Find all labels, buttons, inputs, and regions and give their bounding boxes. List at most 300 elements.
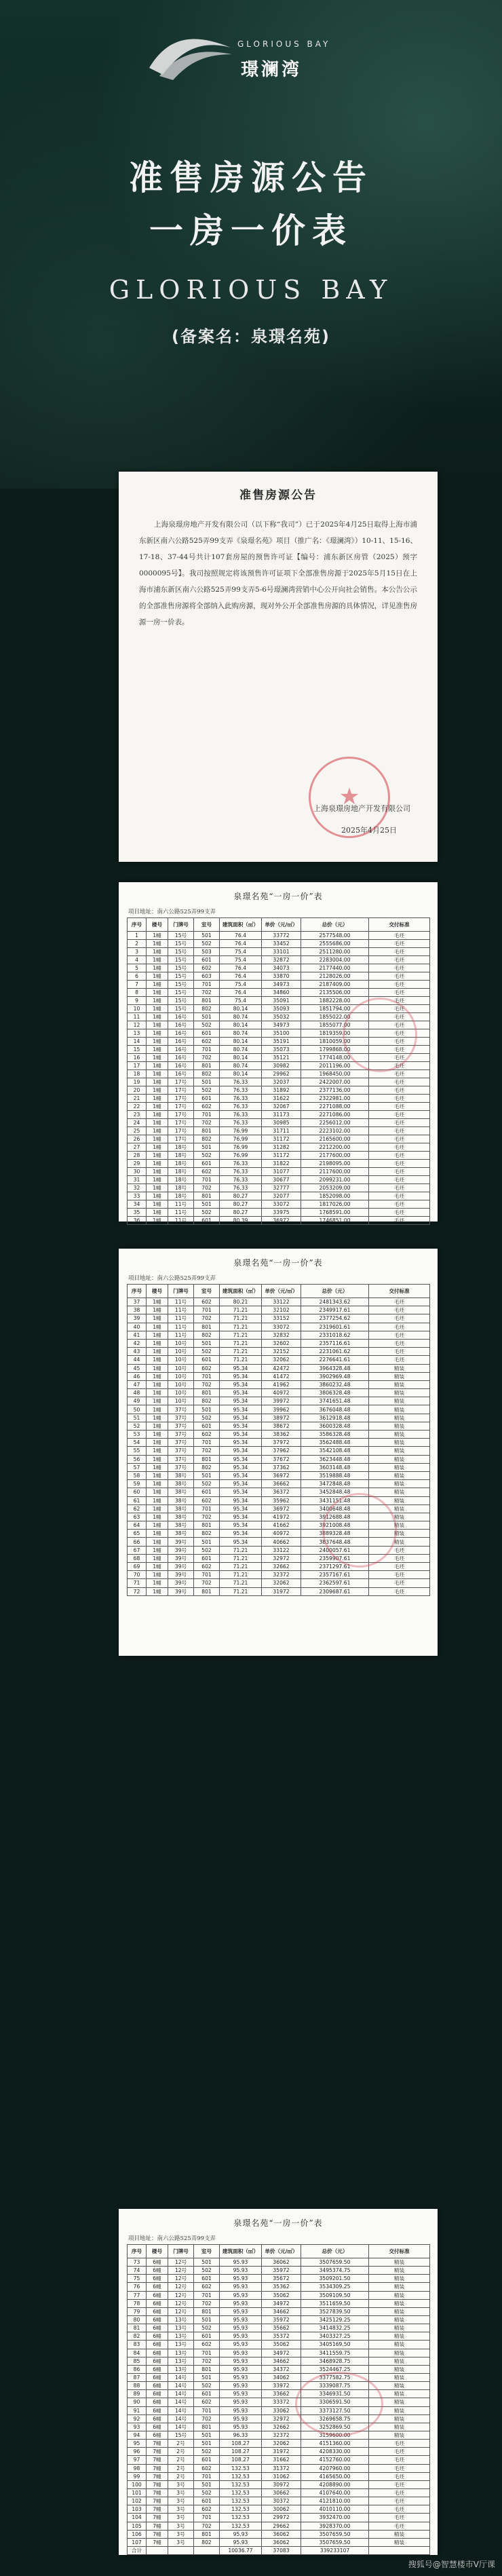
table-cell: 79 — [128, 2307, 147, 2315]
table-cell: 6幢 — [147, 2307, 168, 2315]
table-cell: 32372 — [262, 2431, 301, 2439]
table-cell: 55 — [128, 1447, 147, 1455]
table-row — [128, 1496, 430, 1504]
table-cell: 80.74 — [220, 1013, 262, 1021]
table-cell: 78 — [128, 2299, 147, 2307]
table-cell: 95.34 — [220, 1397, 262, 1405]
table-cell: 1幢 — [147, 1200, 168, 1209]
table-cell: 33870 — [262, 972, 301, 981]
table-cell: 17号 — [168, 1086, 194, 1095]
table-cell: 毛坯 — [369, 1160, 430, 1168]
column-header: 单价（元/㎡） — [262, 2245, 301, 2258]
table-cell: 1幢 — [147, 1530, 168, 1538]
table-cell: 45 — [128, 1364, 147, 1372]
table-row — [128, 2472, 430, 2480]
table-cell: 39962 — [262, 1405, 301, 1414]
table-cell: 95.34 — [220, 1389, 262, 1397]
table-cell: 14号 — [168, 2390, 194, 2398]
table-cell: 3511659.50 — [301, 2299, 369, 2307]
table-cell: 2322981.00 — [301, 1095, 369, 1103]
table-cell: 4152760.00 — [301, 2456, 369, 2464]
column-header: 楼号 — [147, 918, 168, 932]
column-header: 总价（元） — [301, 1285, 369, 1298]
table-cell: 2349917.61 — [301, 1306, 369, 1314]
table-cell: 35191 — [262, 1038, 301, 1046]
table-cell: 6幢 — [147, 2357, 168, 2365]
table-cell: 80.74 — [220, 1046, 262, 1054]
table-cell: 1774148.00 — [301, 1054, 369, 1062]
table-cell: 1幢 — [147, 1314, 168, 1323]
table-cell: 1幢 — [147, 1447, 168, 1455]
table-cell: 502 — [194, 1546, 220, 1554]
table-row — [128, 1160, 430, 1168]
table-cell: 34662 — [262, 2307, 301, 2315]
table-row — [128, 1217, 430, 1225]
table-cell: 702 — [194, 2299, 220, 2307]
table-cell: 30982 — [262, 1062, 301, 1070]
table-cell: 7幢 — [147, 2440, 168, 2448]
table-cell: 2511280.00 — [301, 948, 369, 956]
table-cell: 1幢 — [147, 1397, 168, 1405]
table-cell: 4207960.00 — [301, 2464, 369, 2472]
table-cell: 80.21 — [220, 1298, 262, 1306]
table-cell: 501 — [194, 1013, 220, 1021]
table-cell: 18号 — [168, 1143, 194, 1152]
table-cell: 11号 — [168, 1217, 194, 1225]
table-cell: 3495374.75 — [301, 2267, 369, 2275]
table-cell: 11号 — [168, 1209, 194, 1217]
table-cell: 38号 — [168, 1471, 194, 1479]
price-table — [127, 2244, 430, 2555]
table-cell: 毛坯 — [369, 1176, 430, 1184]
table-cell: 精装 — [369, 2275, 430, 2283]
table-cell: 801 — [194, 997, 220, 1005]
table-cell: 1幢 — [147, 1471, 168, 1479]
table-cell: 1幢 — [147, 1029, 168, 1038]
table-cell: 34662 — [262, 2357, 301, 2365]
table-cell: 2271086.00 — [301, 1111, 369, 1119]
table-cell: 702 — [194, 1054, 220, 1062]
table-cell: 103 — [128, 2505, 147, 2514]
table-cell: 毛坯 — [369, 1356, 430, 1364]
table-cell: 502 — [194, 2382, 220, 2390]
table-cell: 76.33 — [220, 1176, 262, 1184]
table-cell: 81 — [128, 2324, 147, 2332]
table-row — [128, 1046, 430, 1054]
table-cell: 毛坯 — [369, 1070, 430, 1078]
table-cell: 3912688.48 — [301, 1513, 369, 1521]
table-cell: 702 — [194, 1513, 220, 1521]
table-cell: 71.21 — [220, 1306, 262, 1314]
table-cell: 37号 — [168, 1431, 194, 1439]
table-cell: 501 — [194, 2315, 220, 2324]
table-cell: 6幢 — [147, 2431, 168, 2439]
table-cell: 14号 — [168, 2423, 194, 2431]
table-row — [128, 1200, 430, 1209]
table-row — [128, 2440, 430, 2448]
table-row — [128, 1431, 430, 1439]
table-cell: 1幢 — [147, 1054, 168, 1062]
table-cell: 801 — [194, 1587, 220, 1595]
table-cell: 1幢 — [147, 1103, 168, 1111]
table-cell: 39号 — [168, 1579, 194, 1587]
table-cell: 9 — [128, 997, 147, 1005]
table-cell: 毛坯 — [369, 1554, 430, 1562]
table-cell: 76.33 — [220, 1160, 262, 1168]
price-table-page-2 — [119, 1249, 438, 1656]
table-cell: 71 — [128, 1579, 147, 1587]
table-cell: 26 — [128, 1135, 147, 1143]
table-cell: 701 — [194, 1046, 220, 1054]
table-cell: 95.34 — [220, 1447, 262, 1455]
table-cell: 1幢 — [147, 964, 168, 972]
column-header: 交付标准 — [369, 2245, 430, 2258]
table-cell: 39号 — [168, 1554, 194, 1562]
column-header: 序号 — [128, 2245, 147, 2258]
table-cell: 41662 — [262, 1521, 301, 1530]
table-cell: 31662 — [262, 2456, 301, 2464]
table-row — [128, 1078, 430, 1086]
table-cell: 76.99 — [220, 1135, 262, 1143]
table-cell: 毛坯 — [369, 997, 430, 1005]
brand-name-en: GLORIOUS BAY — [237, 39, 331, 49]
table-cell: 41972 — [262, 1513, 301, 1521]
table-cell: 1882228.00 — [301, 997, 369, 1005]
table-row — [128, 1209, 430, 1217]
table-cell: 34073 — [262, 964, 301, 972]
table-row — [128, 2423, 430, 2431]
table-cell: 25 — [128, 1127, 147, 1135]
table-cell: 43 — [128, 1348, 147, 1356]
column-header: 门牌号 — [168, 1285, 194, 1298]
table-cell: 2331018.62 — [301, 1331, 369, 1339]
total-cell — [369, 2546, 430, 2554]
total-cell — [147, 2546, 168, 2554]
table-cell: 701 — [194, 1306, 220, 1314]
table-cell: 毛坯 — [369, 1152, 430, 1160]
table-cell: 53 — [128, 1431, 147, 1439]
table-cell: 36062 — [262, 2538, 301, 2546]
table-cell: 21 — [128, 1095, 147, 1103]
table-cell: 3339087.75 — [301, 2382, 369, 2390]
table-cell: 35100 — [262, 1029, 301, 1038]
table-cell: 3612918.48 — [301, 1414, 369, 1422]
table-cell: 601 — [194, 1029, 220, 1038]
brand-name-cn: 璟澜湾 — [241, 60, 303, 80]
table-cell: 601 — [194, 956, 220, 964]
table-cell: 3534309.25 — [301, 2283, 369, 2291]
table-header-row — [128, 1285, 430, 1298]
table-cell: 75.4 — [220, 997, 262, 1005]
table-cell: 602 — [194, 1431, 220, 1439]
table-row — [128, 1176, 430, 1184]
table-cell: 33101 — [262, 948, 301, 956]
table-cell: 95.93 — [220, 2267, 262, 2275]
table-cell: 33 — [128, 1192, 147, 1200]
table-cell: 3837648.48 — [301, 1538, 369, 1546]
table-cell: 4208890.00 — [301, 2480, 369, 2488]
table-cell: 71.21 — [220, 1571, 262, 1579]
table-cell: 86 — [128, 2365, 147, 2373]
table-cell: 601 — [194, 2390, 220, 2398]
table-cell: 毛坯 — [369, 1029, 430, 1038]
table-cell: 33452 — [262, 940, 301, 948]
table-cell: 2400057.61 — [301, 1546, 369, 1554]
table-cell: 1幢 — [147, 1005, 168, 1013]
table-row — [128, 1356, 430, 1364]
table-cell: 7幢 — [147, 2488, 168, 2497]
total-cell: 339233107 — [301, 2546, 369, 2554]
table-cell: 38号 — [168, 1513, 194, 1521]
table-cell: 毛坯 — [369, 1209, 430, 1217]
table-row — [128, 1546, 430, 1554]
table-row — [128, 1038, 430, 1046]
table-cell: 108.27 — [220, 2448, 262, 2456]
table-header-row — [128, 918, 430, 932]
table-row — [128, 1504, 430, 1513]
table-cell: 36 — [128, 1217, 147, 1225]
table-cell: 18号 — [168, 1160, 194, 1168]
table-cell: 精装 — [369, 2349, 430, 2357]
table-cell: 3472848.48 — [301, 1480, 369, 1488]
table-cell: 132.53 — [220, 2505, 262, 2514]
table-cell: 51 — [128, 1414, 147, 1422]
table-cell: 1幢 — [147, 1078, 168, 1086]
table-cell: 毛坯 — [369, 1127, 430, 1135]
table-cell: 601 — [194, 1217, 220, 1225]
table-cell: 精装 — [369, 1447, 430, 1455]
table-cell: 精装 — [369, 1480, 430, 1488]
table-cell: 38号 — [168, 1521, 194, 1530]
table-cell: 4 — [128, 956, 147, 964]
table-cell: 1746851.00 — [301, 1217, 369, 1225]
column-header: 交付标准 — [369, 918, 430, 932]
table-row — [128, 2505, 430, 2514]
table-cell: 1幢 — [147, 1143, 168, 1152]
table-cell: 1幢 — [147, 1488, 168, 1496]
table-cell: 602 — [194, 2283, 220, 2291]
table-cell: 95.93 — [220, 2373, 262, 2381]
table-cell: 3527839.50 — [301, 2307, 369, 2315]
table-cell: 17号 — [168, 1095, 194, 1103]
table-cell: 18号 — [168, 1184, 194, 1192]
table-row — [128, 2382, 430, 2390]
table-cell: 精装 — [369, 1422, 430, 1430]
total-cell — [194, 2546, 220, 2554]
table-cell: 1幢 — [147, 1504, 168, 1513]
table-cell: 1幢 — [147, 1513, 168, 1521]
table-cell: 5 — [128, 964, 147, 972]
table-cell: 毛坯 — [369, 1038, 430, 1046]
project-address: 项目地址：南六公路525弄99支弄 — [128, 909, 216, 915]
table-cell: 13号 — [168, 2324, 194, 2332]
table-row — [128, 1306, 430, 1314]
table-cell: 1幢 — [147, 1521, 168, 1530]
table-cell: 75.4 — [220, 981, 262, 989]
table-row — [128, 1571, 430, 1579]
table-cell: 97 — [128, 2456, 147, 2464]
table-cell: 35362 — [262, 2283, 301, 2291]
table-heading: 泉璟名苑“一房一价”表 — [233, 2218, 323, 2228]
table-cell: 801 — [194, 1062, 220, 1070]
table-cell: 80.27 — [220, 1200, 262, 1209]
table-cell: 36972 — [262, 1217, 301, 1225]
table-cell: 35032 — [262, 1013, 301, 1021]
table-cell: 毛坯 — [369, 1119, 430, 1127]
table-cell: 3405169.50 — [301, 2341, 369, 2349]
table-cell: 16号 — [168, 1062, 194, 1070]
table-cell: 95.93 — [220, 2538, 262, 2546]
table-row — [128, 2398, 430, 2406]
table-cell: 精装 — [369, 2390, 430, 2398]
table-cell: 802 — [194, 1331, 220, 1339]
table-cell: 7幢 — [147, 2522, 168, 2530]
table-cell: 6幢 — [147, 2373, 168, 2381]
table-cell: 1幢 — [147, 1455, 168, 1463]
table-row — [128, 964, 430, 972]
notice-heading: 准售房源公告 — [239, 489, 317, 502]
table-cell: 76.33 — [220, 1086, 262, 1095]
footer-watermark: 搜狐号@智慧楼市V厅课 — [408, 2560, 495, 2569]
table-row — [128, 1331, 430, 1339]
table-cell: 16号 — [168, 1021, 194, 1029]
table-cell: 毛坯 — [369, 972, 430, 981]
table-cell: 29662 — [262, 2522, 301, 2530]
table-cell: 34860 — [262, 989, 301, 997]
table-cell: 501 — [194, 1405, 220, 1414]
table-cell: 17号 — [168, 1103, 194, 1111]
table-cell: 702 — [194, 2414, 220, 2423]
table-cell: 702 — [194, 2522, 220, 2530]
table-cell: 毛坯 — [369, 2505, 430, 2514]
table-cell: 1852098.00 — [301, 1192, 369, 1200]
table-cell: 毛坯 — [369, 2456, 430, 2464]
table-cell: 19 — [128, 1078, 147, 1086]
table-cell: 1幢 — [147, 1209, 168, 1217]
table-cell: 13号 — [168, 2357, 194, 2365]
table-cell: 精装 — [369, 2538, 430, 2546]
table-cell: 82 — [128, 2332, 147, 2341]
table-row — [128, 1103, 430, 1111]
table-cell: 61 — [128, 1496, 147, 1504]
table-cell: 34973 — [262, 981, 301, 989]
table-cell: 毛坯 — [369, 1192, 430, 1200]
table-cell: 1幢 — [147, 932, 168, 940]
table-cell: 34372 — [262, 2365, 301, 2373]
table-cell: 16号 — [168, 1029, 194, 1038]
wave-logo-icon — [142, 27, 237, 88]
table-cell: 13号 — [168, 2341, 194, 2349]
table-row — [128, 2488, 430, 2497]
table-cell: 6幢 — [147, 2324, 168, 2332]
table-cell: 95.93 — [220, 2283, 262, 2291]
table-cell: 95.93 — [220, 2324, 262, 2332]
table-row — [128, 1538, 430, 1546]
table-cell: 27 — [128, 1143, 147, 1152]
table-cell: 72 — [128, 1587, 147, 1595]
table-cell: 精装 — [369, 1389, 430, 1397]
table-cell: 3964328.48 — [301, 1364, 369, 1372]
table-cell: 6幢 — [147, 2299, 168, 2307]
table-cell: 702 — [194, 1579, 220, 1587]
table-cell: 18号 — [168, 1192, 194, 1200]
table-cell: 95.93 — [220, 2307, 262, 2315]
table-cell: 18 — [128, 1070, 147, 1078]
table-cell: 801 — [194, 2530, 220, 2538]
table-cell: 7幢 — [147, 2480, 168, 2488]
table-cell: 12号 — [168, 2258, 194, 2267]
table-cell: 95 — [128, 2440, 147, 2448]
table-cell: 802 — [194, 2538, 220, 2546]
table-cell: 1幢 — [147, 1579, 168, 1587]
column-header: 室号 — [194, 1285, 220, 1298]
table-cell: 80.14 — [220, 1038, 262, 1046]
column-header: 序号 — [128, 918, 147, 932]
table-cell: 76.4 — [220, 989, 262, 997]
table-cell: 50 — [128, 1405, 147, 1414]
table-cell: 16号 — [168, 1070, 194, 1078]
table-cell: 毛坯 — [369, 981, 430, 989]
table-cell: 31172 — [262, 1135, 301, 1143]
table-cell: 15号 — [168, 2431, 194, 2439]
table-cell: 132.53 — [220, 2472, 262, 2480]
table-cell: 601 — [194, 1095, 220, 1103]
table-cell: 3431151.48 — [301, 1496, 369, 1504]
table-cell: 2377254.62 — [301, 1314, 369, 1323]
table-cell: 3号 — [168, 2530, 194, 2538]
table-cell: 37号 — [168, 1439, 194, 1447]
table-cell: 1幢 — [147, 1496, 168, 1504]
table-cell: 10号 — [168, 1348, 194, 1356]
table-cell: 802 — [194, 1135, 220, 1143]
table-cell: 15号 — [168, 948, 194, 956]
table-cell: 2128026.00 — [301, 972, 369, 981]
table-cell: 2135506.00 — [301, 989, 369, 997]
table-cell: 3400648.48 — [301, 1504, 369, 1513]
table-cell: 801 — [194, 2307, 220, 2315]
table-cell: 35 — [128, 1209, 147, 1217]
table-cell: 1幢 — [147, 1306, 168, 1314]
table-heading: 泉璟名苑“一房一价”表 — [233, 892, 323, 901]
table-row — [128, 1372, 430, 1380]
table-cell: 32662 — [262, 2423, 301, 2431]
table-cell: 3741651.48 — [301, 1397, 369, 1405]
table-cell: 701 — [194, 981, 220, 989]
table-cell: 3507659.50 — [301, 2530, 369, 2538]
table-cell: 603 — [194, 972, 220, 981]
table-cell: 11 — [128, 1013, 147, 1021]
table-cell: 12号 — [168, 2307, 194, 2315]
table-cell: 80.14 — [220, 1054, 262, 1062]
table-cell: 6幢 — [147, 2275, 168, 2283]
table-cell: 108.27 — [220, 2440, 262, 2448]
notice-body: 上海泉璟房地产开发有限公司（以下称“我司”）已于2025年4月25日取得上海市浦东新区南六公路525弄99支弄《泉璟名苑》项目（推广名：《璟澜湾》）10-11、15-16、17-18、37-44号共计107套房屋的预售许可证【编号：浦东新区房管（2025）预字0000095号】。我司按照规定将该预售许可证项下全部准售房源于2025年5月15日在上海市浦东新区南六公路525弄99支弄5-6号璟澜湾营销中心公开向社会销售。本公告公示的全部准售房源将全部纳入此购房源，现对外公开全部准售房源的具体情况，详见准售房源一房一价表。 — [139, 520, 417, 626]
table-cell: 6幢 — [147, 2382, 168, 2390]
table-cell: 95.34 — [220, 1463, 262, 1471]
table-cell: 精装 — [369, 2307, 430, 2315]
table-cell: 701 — [194, 1571, 220, 1579]
table-cell: 3414832.25 — [301, 2324, 369, 2332]
table-row — [128, 1152, 430, 1160]
table-cell: 701 — [194, 1111, 220, 1119]
table-cell: 701 — [194, 2514, 220, 2522]
table-cell: 39972 — [262, 1397, 301, 1405]
table-cell: 毛坯 — [369, 2497, 430, 2505]
table-cell: 36372 — [262, 1488, 301, 1496]
table-cell: 6幢 — [147, 2365, 168, 2373]
table-cell: 94 — [128, 2431, 147, 2439]
table-cell: 38672 — [262, 1422, 301, 1430]
